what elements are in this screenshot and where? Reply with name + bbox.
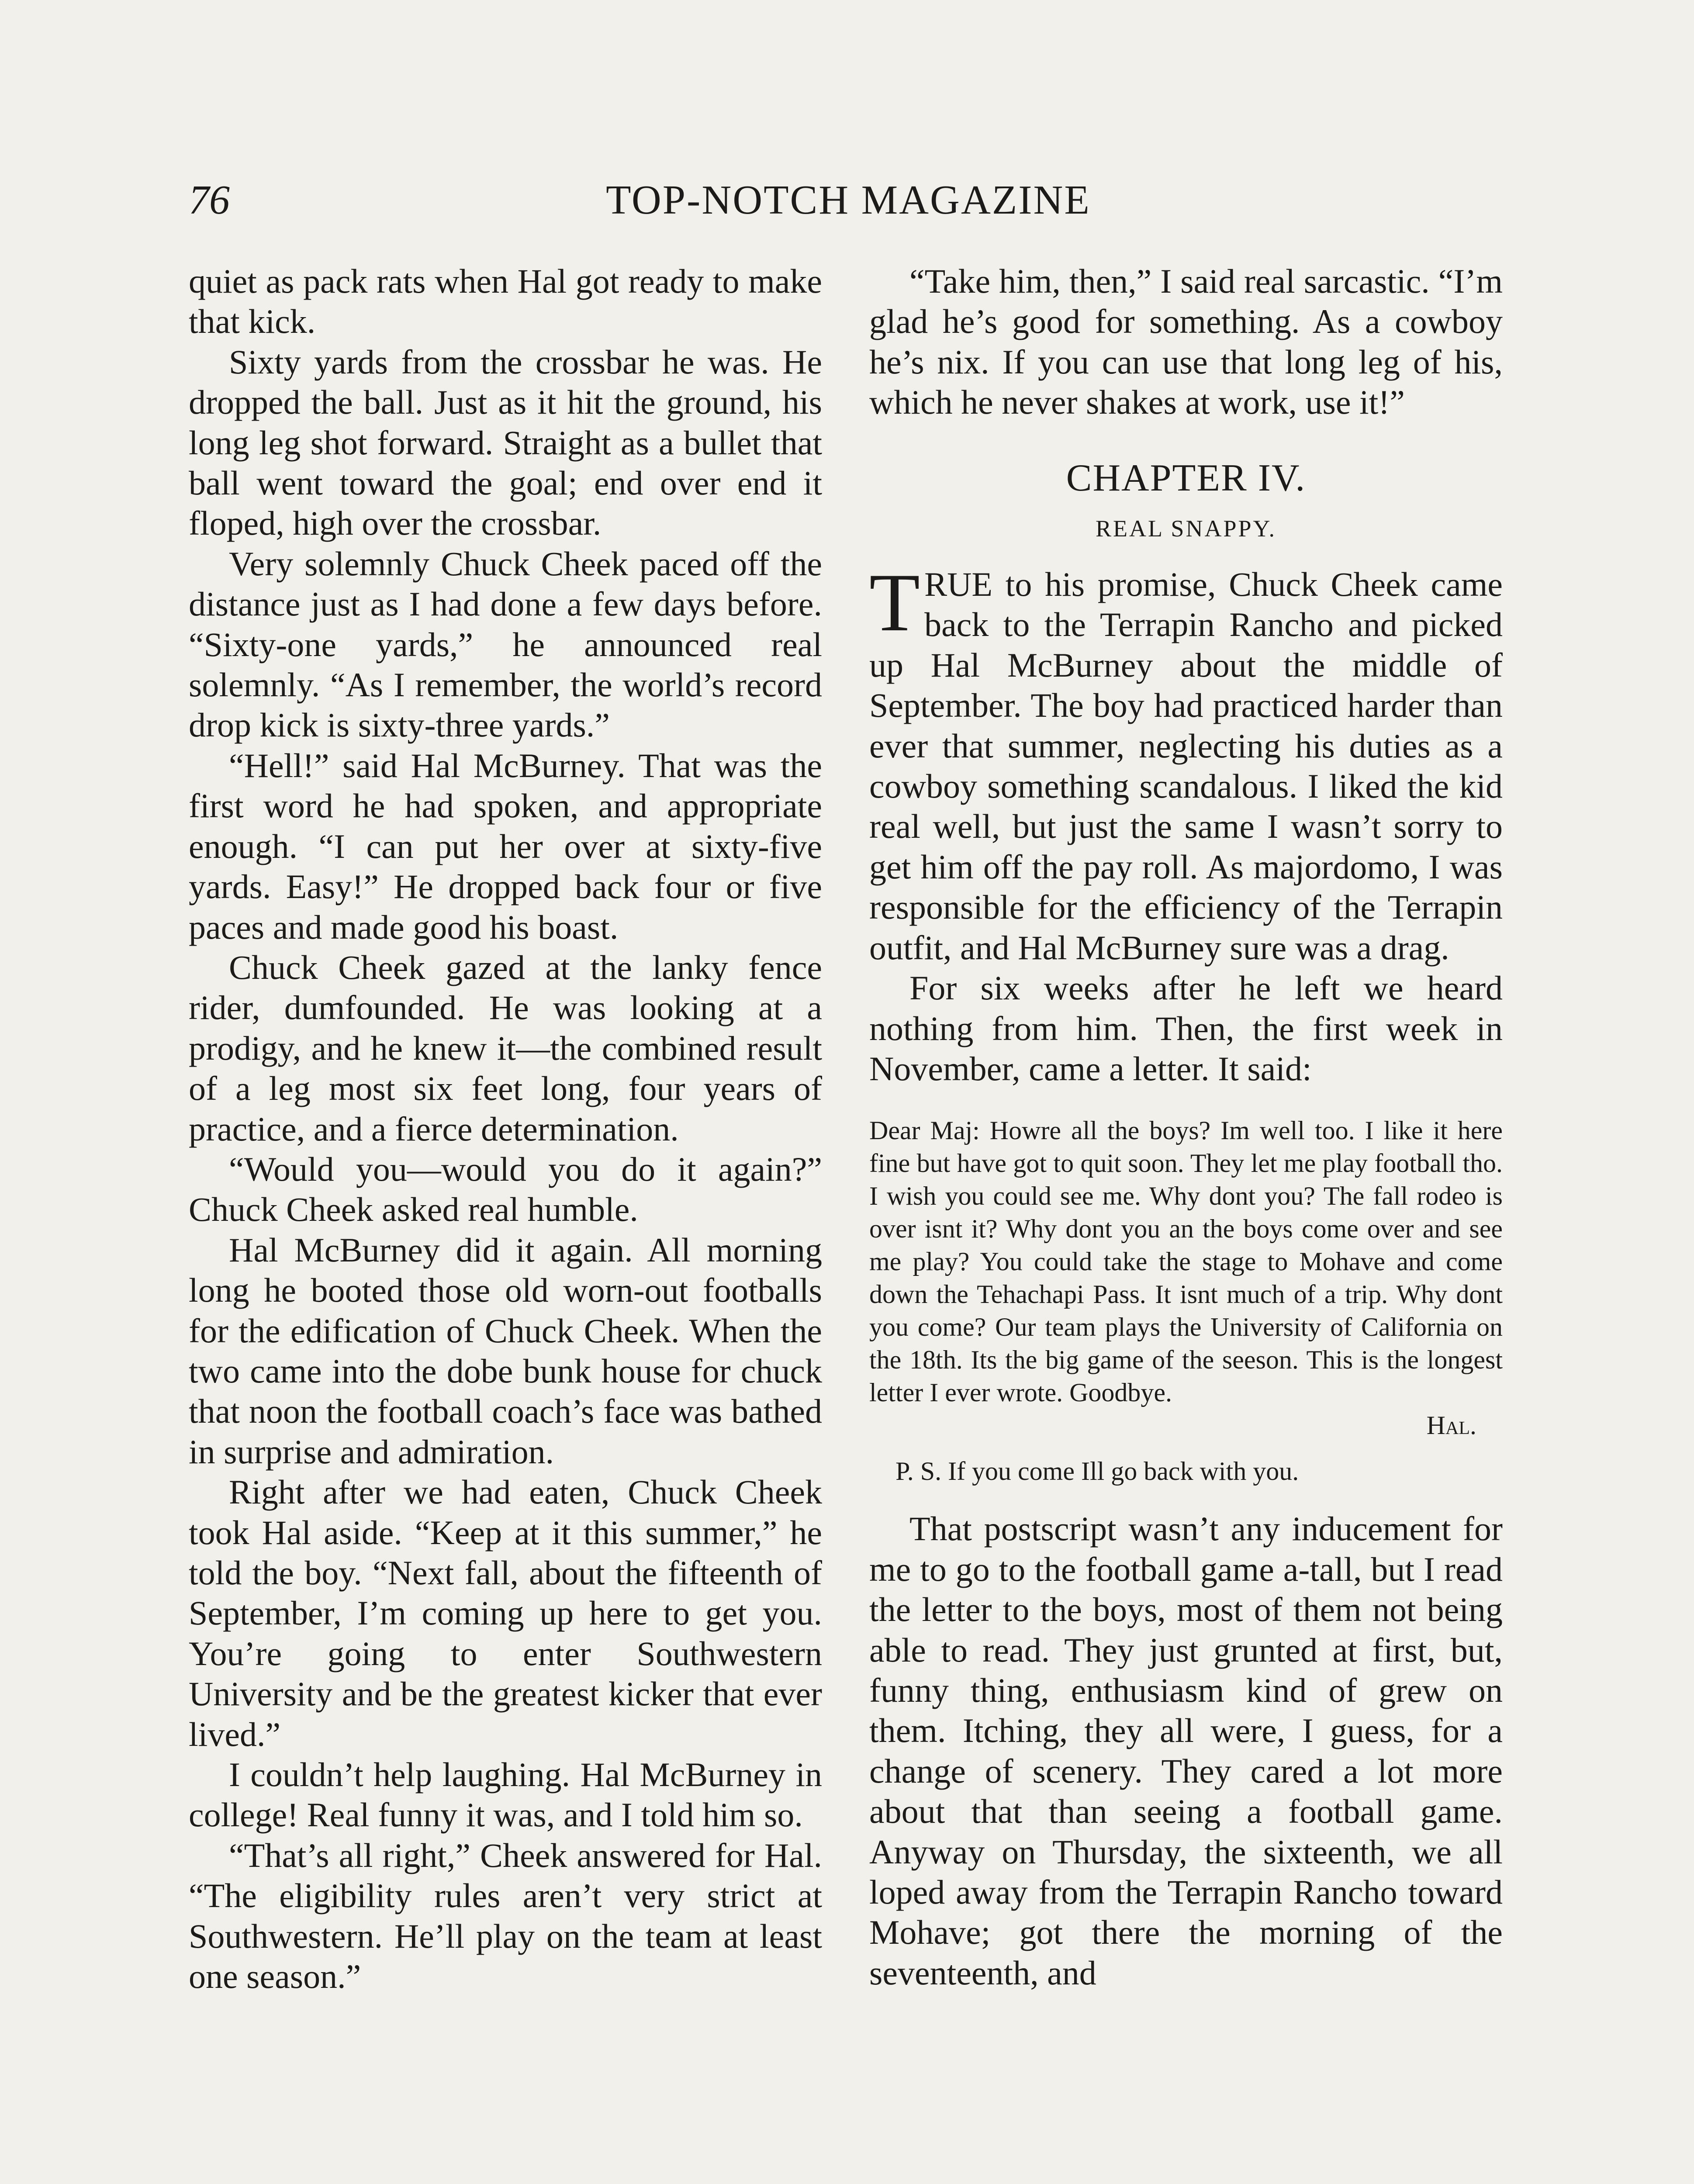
chapter-title: CHAPTER IV.	[1066, 456, 1306, 499]
paragraph: “Hell!” said Hal McBurney. That was the first word he had spoken, and appropriate enough. “I can put her over at sixty-five yards. Easy!” He dropped back four or five paces and made good his boast.	[189, 746, 822, 946]
paragraph: Sixty yards from the crossbar he was. He dropped the ball. Just as it hit the ground, his long leg shot forward. Straight as a bullet that ball went toward the goal; end over end it floped, high over the crossbar.	[189, 342, 822, 543]
page-header	[189, 176, 1508, 229]
paragraph: That postscript wasn’t any inducement for me to go to the football game a-tall, but I read the letter to the boys, most of them not being able to read. They just grunted at first, but, funny thing, enthusiasm kind of grew on them. Itching, they all were, I guess, for a change of scenery. They cared a lot more about that than seeing a football game. Anyway on Thursday, the sixteenth, we all loped away from the Terrapin Rancho toward Mohave; got there the morning of the seventeenth, and	[869, 1510, 1503, 1992]
paragraph: I couldn’t help laughing. Hal McBurney in college! Real funny it was, and I told him so.	[189, 1755, 822, 1834]
quoted-letter	[869, 1114, 1503, 1488]
letter-postscript: P. S. If you come Ill go back with you.	[895, 1457, 1299, 1486]
paragraph: Hal McBurney did it again. All morning long he booted those old worn-out footballs for the edification of Chuck Cheek. When the two came into the dobe bunk house for chuck that noon the football coach’s face was bathed in surprise and admiration.	[189, 1230, 822, 1471]
paragraph: quiet as pack rats when Hal got ready to make that kick.	[189, 262, 822, 341]
paragraph: For six weeks after he left we heard nothing from him. Then, the first week in November, came a letter. It said:	[869, 969, 1503, 1088]
paragraph: “Would you—would you do it again?” Chuck Cheek asked real humble.	[189, 1150, 822, 1229]
paragraph: “That’s all right,” Cheek answered for Hal. “The eligibility rules aren’t very strict at Southwestern. He’ll play on the team at least one season.”	[189, 1836, 822, 1996]
drop-cap: T	[869, 557, 920, 649]
letter-body: Dear Maj: Howre all the boys? Im well too. I like it here fine but have got to quit soon. They let me play football tho. I wish you could see me. Why dont you? The fall rodeo is over isnt it? Why dont you an the boys come over and see me play? You could take the stage to Mohave and come down the Tehachapi Pass. It isnt much of a trip. Why dont you come? Our team plays the University of California on the 18th. Its the big game of the seeson. This is the longest letter I ever wrote. Goodbye.	[869, 1116, 1503, 1407]
paragraph: “Take him, then,” I said real sarcastic. “I’m glad he’s good for something. As a cowboy he’s nix. If you can use that long leg of his, which he never shakes at work, use it!”	[869, 262, 1503, 422]
left-column	[189, 261, 822, 1997]
page-number: 76	[189, 177, 230, 223]
paragraph: Right after we had eaten, Chuck Cheek took Hal aside. “Keep at it this summer,” he told the boy. “Next fall, about the fifteenth of September, I’m coming up here to get you. You’re going to enter Southwestern University and be the greatest kicker that ever lived.”	[189, 1473, 822, 1753]
paragraph: Chuck Cheek gazed at the lanky fence rider, dumfounded. He was looking at a prodigy, and he knew it—the combined result of a leg most six feet long, four years of practice, and a fierce determination.	[189, 948, 822, 1148]
opening-text: RUE to his promise, Chuck Cheek came back to the Terrapin Rancho and picked up Hal McBurney about the middle of September. The boy had practiced harder than ever that summer, neglecting his duties as a cowboy something scandalous. I liked the kid real well, but just the same I wasn’t sorry to get him off the pay roll. As majordomo, I was responsible for the efficiency of the Terrapin outfit, and Hal McBurney sure was a drag.	[869, 565, 1503, 967]
letter-signature: Hal.	[1426, 1411, 1476, 1440]
right-column	[869, 261, 1503, 1993]
running-title: TOP-NOTCH MAGAZINE	[606, 177, 1091, 223]
chapter-subtitle: REAL SNAPPY.	[1095, 515, 1277, 542]
chapter-opening-paragraph	[869, 557, 1503, 968]
paragraph: Very solemnly Chuck Cheek paced off the distance just as I had done a few days before. “Sixty-one yards,” he announced real solemnly. “As I remember, the world’s record drop kick is sixty-three yards.”	[189, 544, 822, 744]
